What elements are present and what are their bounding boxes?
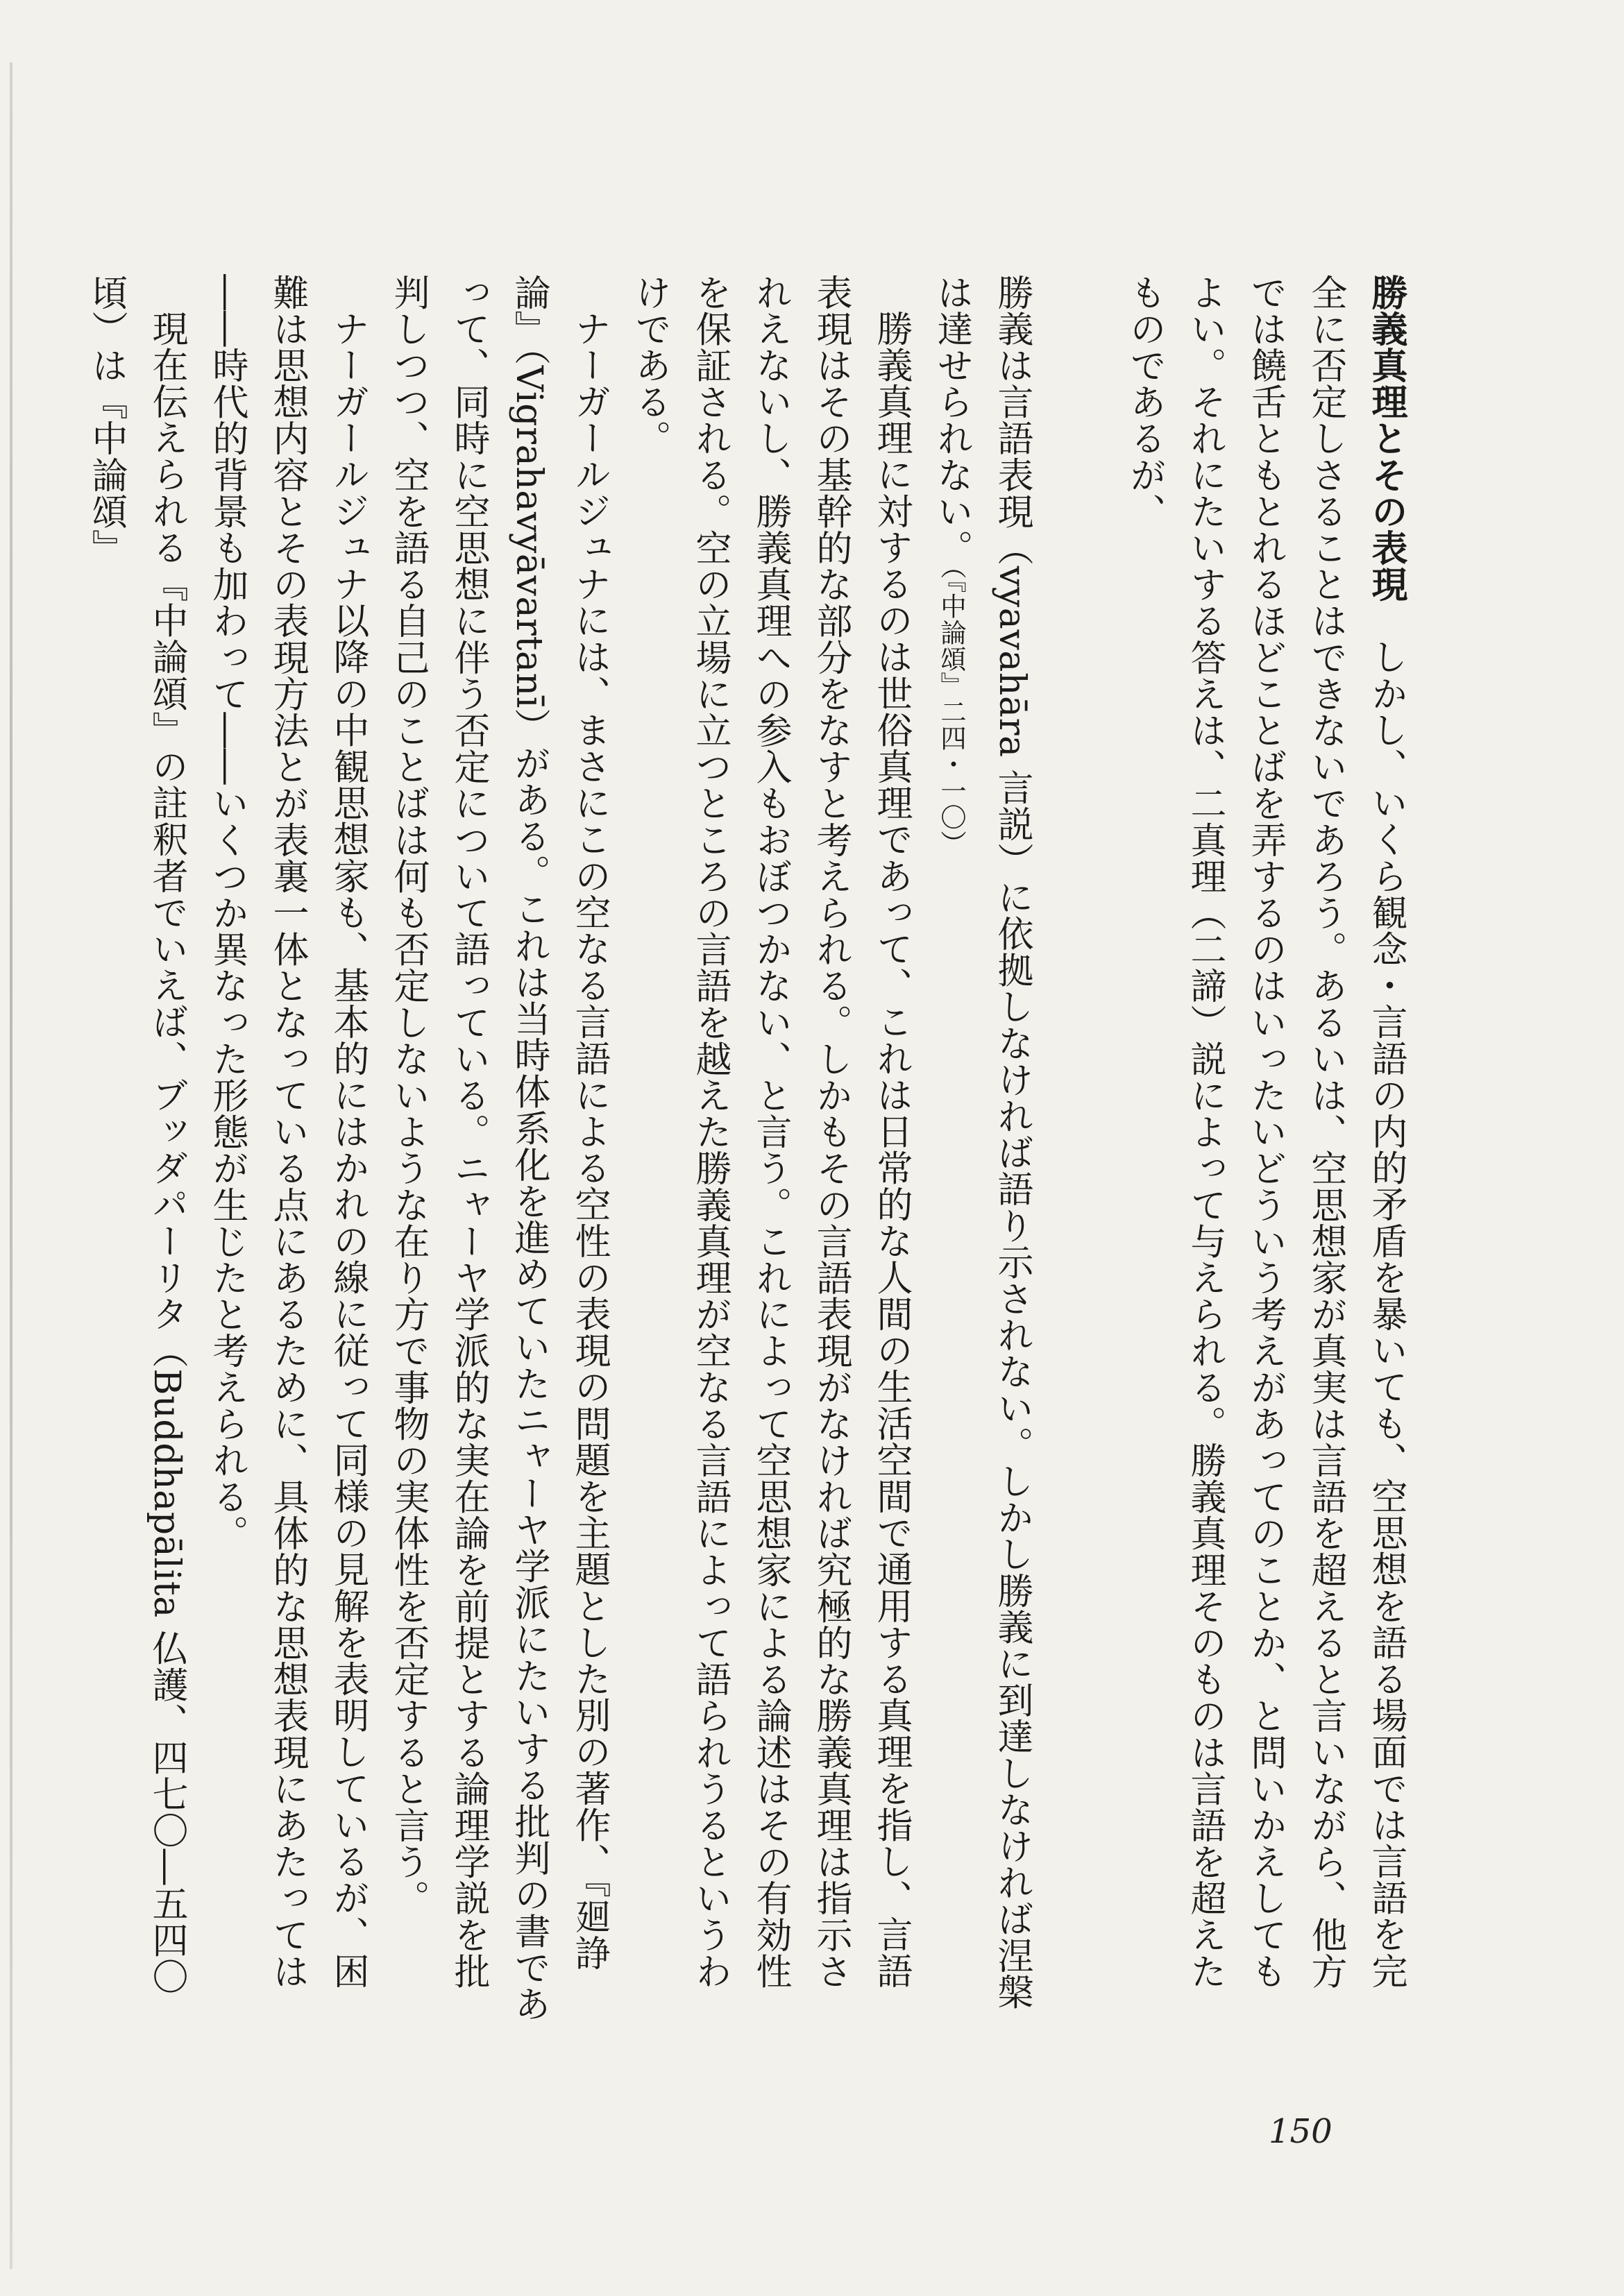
paragraph-intro [1114, 274, 1416, 2023]
page-number: 150 [1269, 2112, 1333, 2151]
block-quote [921, 274, 1042, 2023]
paragraph-4: ナーガールジュナ以降の中観思想家も、基本的にはかれの線に従って同様の見解を表明しているが、困難は思想内容とその表現方法とが表裏一体となっている点にあるために、具体的な思想表現にあたっては――時代的背景も加わって――いくつか異なった形態が生じたと考えられる。 [206, 274, 369, 1990]
paragraph-3: ナーガールジュナには、まさにこの空なる言語による空性の表現の問題を主題とした別の著作、『廻諍論』（Vigrahavyāvartanī）がある。これは当時体系化を進めていたニャーヤ学派にたいする批判の書であって、同時に空思想に伴う否定について語っている。ニャーヤ学派的な実在論を前提とする論理学説を批判しつつ、空を語る自己のことばは何も否定しないような在り方で事物の実体性を否定すると言う。 [387, 274, 610, 2023]
paragraph-intro-text: しかし、いくら観念・言語の内的矛盾を暴いても、空思想を語る場面では言語を完全に否定しさることはできないであろう。あるいは、空思想家が真実は言語を超えると言いながら、他方では饒舌ともとれるほどことばを弄するのはいったいどういう考えがあってのことか、と問いかえしてもよい。それにたいする答えは、二真理（二諦）説によって与えられる。勝義真理そのものは言語を超えたものであるが、 [1124, 274, 1407, 1990]
scan-edge [10, 62, 12, 2269]
section-heading: 勝義真理とその表現 [1365, 274, 1407, 603]
paragraph-2: 勝義真理に対するのは世俗真理であって、これは日常的な人間の生活空間で通用する真理を指し、言語表現はその基幹的な部分をなすと考えられる。しかもその言語表現がなければ究極的な勝義真理は指示されえないし、勝義真理への参入もおぼつかない、と言う。これによって空思想家による論述はその有効性を保証される。空の立場に立つところの言語を越えた勝義真理が空なる言語によって語られうるというわけである。 [629, 274, 912, 1990]
page-body [85, 274, 1416, 2023]
paragraph-5: 現在伝えられる『中論頌』の註釈者でいえば、ブッダパーリタ（Buddhapālita 仏護、四七〇―五四〇頃）は『中論頌』 [85, 274, 187, 1995]
quote-source: （『中論頌』二四・一〇） [936, 566, 967, 857]
quote-text: 勝義は言語表現（vyavahāra 言説）に依拠しなければ語り示されない。しかし勝義に到達しなければ涅槃は達せられない。 [931, 274, 1033, 2011]
